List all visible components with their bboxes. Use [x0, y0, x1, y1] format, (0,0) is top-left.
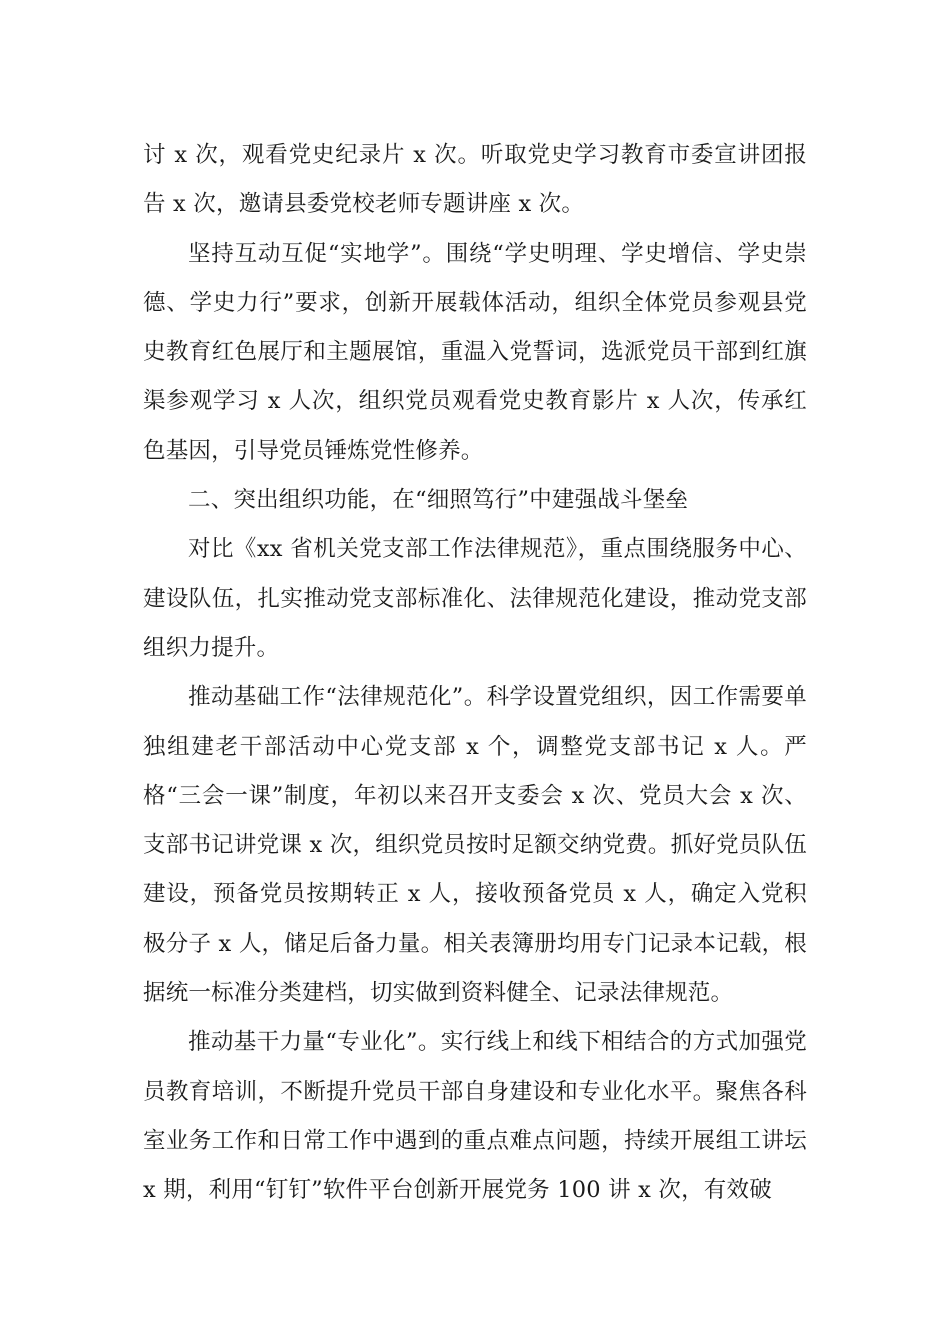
paragraph-professionalization: 推动基干力量“专业化”。实行线上和线下相结合的方式加强党员教育培训，不断提升党员干部自身建设和专业化水平。聚焦各科室业务工作和日常工作中遇到的重点难点问题，持续开展组工讲坛 x 期，利用“钉钉”软件平台创新开展党务 100 讲 x 次，有效破: [143, 1029, 807, 1204]
document-page: [143, 131, 807, 1216]
paragraph-standards: 对比《xx 省机关党支部工作法律规范》，重点围绕服务中心、建设队伍，扎实推动党支部标准化、法律规范化建设，推动党支部组织力提升。: [143, 536, 807, 661]
paragraph-continuation: 讨 x 次，观看党史纪录片 x 次。听取党史学习教育市委宣讲团报告 x 次，邀请县委党校老师专题讲座 x 次。: [143, 142, 807, 218]
paragraph-field-study: 坚持互动互促“实地学”。围绕“学史明理、学史增信、学史崇德、学史力行”要求，创新开展载体活动，组织全体党员参观县党史教育红色展厅和主题展馆，重温入党誓词，选派党员干部到红旗渠参观学习 x 人次，组织党员观看党史教育影片 x 人次，传承红色基因，引导党员锤炼党性修养。: [143, 240, 807, 464]
paragraph-basic-work: 推动基础工作“法律规范化”。科学设置党组织，因工作需要单独组建老干部活动中心党支部 x 个，调整党支部书记 x 人。严格“三会一课”制度，年初以来召开支委会 x 次、党员大会 x 次、支部书记讲党课 x 次，组织党员按时足额交纳党费。抓好党员队伍建设，预备党员按期转正 x 人，接收预备党员 x 人，确定入党积极分子 x 人，储足后备力量。相关表簿册均用专门记录本记载，根据统一标准分类建档，切实做到资料健全、记录法律规范。: [143, 684, 807, 1007]
section-heading-2: 二、突出组织功能，在“细照笃行”中建强战斗堡垒: [188, 487, 689, 514]
